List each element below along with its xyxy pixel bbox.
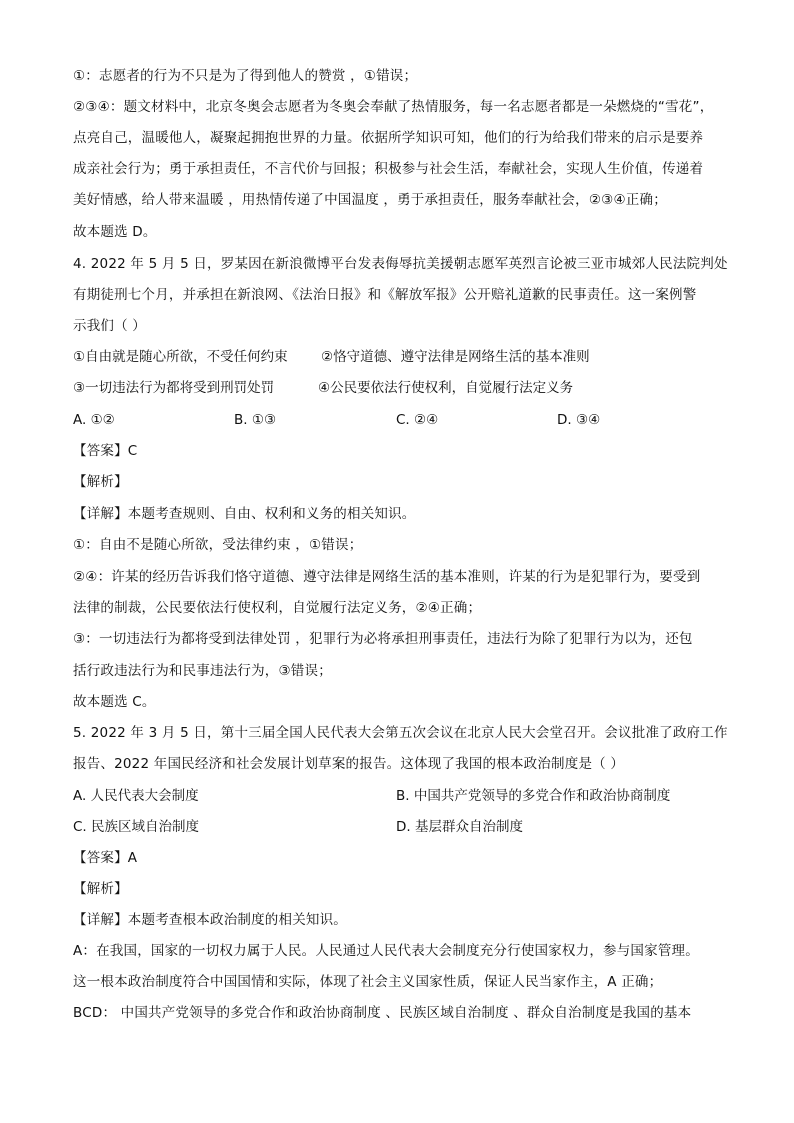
statement-2: ②恪守道德、遵守法律是网络生活的基本准则 — [321, 349, 590, 365]
question-4-stem: 有期徒刑七个月，并承担在新浪网、《法治日报》和《解放军报》公开赔礼道歉的民事责任。这一案例警 — [73, 287, 697, 303]
explanation-line: 点亮自己，温暖他人，凝聚起拥抱世界的力量。依据所学知识可知，他们的行为给我们带来的启示是要养 — [73, 130, 704, 146]
explanation-line: 美好情感，给人带来温暖 ，用热情传递了中国温度 ，勇于承担责任，服务奉献社会，②③④正确； — [73, 192, 667, 208]
explanation-line: ①：自由不是随心所欲，受法律约束 ，①错误； — [73, 537, 363, 553]
statement-1: ①自由就是随心所欲，不受任何约束 — [73, 349, 288, 365]
explanation-line: ①：志愿者的行为不只是为了得到他人的赞赏 ，①错误； — [73, 68, 418, 84]
option-b: B. 中国共产党领导的多党合作和政治协商制度 — [396, 788, 671, 804]
explanation-line: 法律的制裁，公民要依法行使权利，自觉履行法定义务，②④正确； — [73, 600, 482, 616]
explanation-line: 这一根本政治制度符合中国国情和实际，体现了社会主义国家性质，保证人民当家作主，A 正确； — [73, 974, 663, 990]
detail-label: 【详解】本题考查根本政治制度的相关知识。 — [73, 912, 347, 928]
option-d: D. ③④ — [557, 412, 601, 428]
conclusion-line: 故本题选 D。 — [73, 224, 157, 240]
question-4-stem: 示我们（ ） — [73, 318, 146, 334]
explanation-line: A：在我国，国家的一切权力属于人民。人民通过人民代表大会制度充分行使国家权力，参与国家管理。 — [73, 943, 699, 959]
explanation-line: BCD： 中国共产党领导的多党合作和政治协商制度 、民族区域自治制度 、群众自治制度是我国的基本 — [73, 1005, 692, 1021]
option-c: C. 民族区域自治制度 — [73, 819, 200, 835]
answer-label: 【答案】C — [73, 443, 138, 459]
explanation-line: ②④：许某的经历告诉我们恪守道德、遵守法律是网络生活的基本准则，许某的行为是犯罪行为，要受到 — [73, 569, 701, 585]
conclusion-line: 故本题选 C。 — [73, 694, 156, 710]
statement-3: ③一切违法行为都将受到刑罚处罚 — [73, 380, 275, 396]
answer-label: 【答案】A — [73, 850, 138, 866]
question-4-stem: 4. 2022 年 5 月 5 日，罗某因在新浪微博平台发表侮辱抗美援朝志愿军英烈言论被三亚市城郊人民法院判处 — [73, 256, 728, 272]
explanation-line: 括行政违法行为和民事违法行为，③错误； — [73, 663, 332, 679]
analysis-label: 【解析】 — [73, 881, 128, 897]
explanation-line: ③：一切违法行为都将受到法律处罚 ，犯罪行为必将承担刑事责任，违法行为除了犯罪行为以为，还包 — [73, 631, 693, 647]
statement-4: ④公民要依法行使权利，自觉履行法定义务 — [318, 380, 574, 396]
explanation-line: 成亲社会行为；勇于承担责任，不言代价与回报；积极参与社会生活，奉献社会，实现人生价值，传递着 — [73, 161, 704, 177]
option-a: A. 人民代表大会制度 — [73, 788, 199, 804]
option-b: B. ①③ — [234, 412, 277, 428]
detail-label: 【详解】本题考查规则、自由、权利和义务的相关知识。 — [73, 506, 416, 522]
option-a: A. ①② — [73, 412, 115, 428]
option-d: D. 基层群众自治制度 — [396, 819, 523, 835]
question-5-stem: 报告、2022 年国民经济和社会发展计划草案的报告。这体现了我国的根本政治制度是（ ） — [73, 756, 625, 772]
question-5-stem: 5. 2022 年 3 月 5 日，第十三届全国人民代表大会第五次会议在北京人民大会堂召开。会议批准了政府工作 — [73, 725, 728, 741]
explanation-line: ②③④：题文材料中，北京冬奥会志愿者为冬奥会奉献了热情服务，每一名志愿者都是一朵燃烧的“雪花”， — [73, 99, 714, 115]
analysis-label: 【解析】 — [73, 474, 128, 490]
option-c: C. ②④ — [396, 412, 439, 428]
